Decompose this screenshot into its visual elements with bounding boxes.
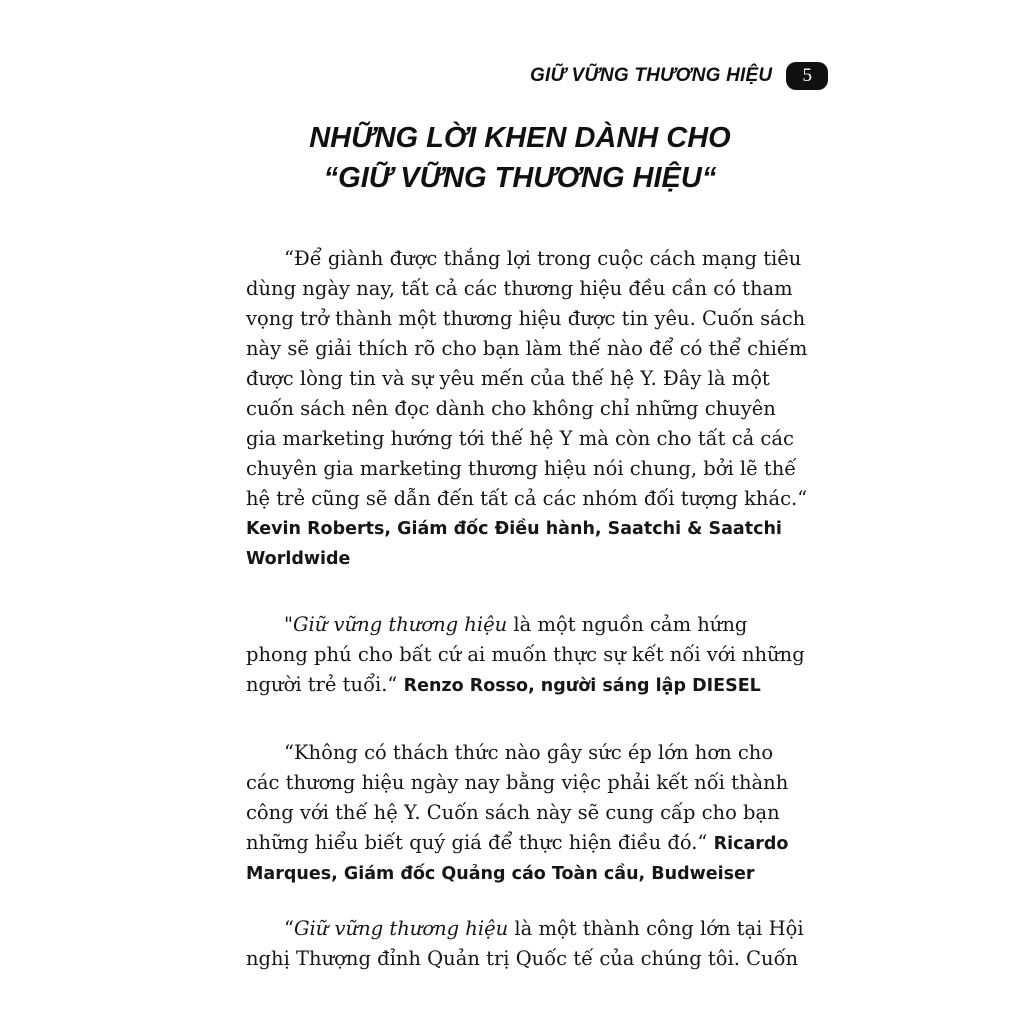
quote-line: công với thế hệ Y. Cuốn sách này sẽ cung cấp cho bạn [246,801,780,824]
running-header [530,62,828,90]
quote-text: là một nguồn cảm hứng [507,613,748,636]
quote-attribution: Ricardo [713,834,789,854]
quote-line: “Để giành được thắng lợi trong cuộc cách mạng tiêu [284,247,802,270]
quote-attribution: Renzo Rosso, người sáng lập DIESEL [403,676,761,696]
quote-attribution: Kevin Roberts, Giám đốc Điều hành, Saatchi & Saatchi [246,519,782,539]
quote-line: chuyên gia marketing thương hiệu nói chung, bởi lẽ thế [246,457,797,480]
quote-text: là một thành công lớn tại Hội [508,917,804,940]
book-title-italic: Giữ vững thương hiệu [293,917,509,940]
quote-attribution: Marques, Giám đốc Quảng cáo Toàn cầu, Budweiser [246,864,755,884]
quote-line: dùng ngày nay, tất cả các thương hiệu đều cần có tham [246,277,793,300]
quote-line [246,670,806,701]
quote-line: vọng trở thành một thương hiệu được tin yêu. Cuốn sách [246,307,806,330]
quote-line [246,828,806,859]
quote-line: cuốn sách nên đọc dành cho không chỉ những chuyên [246,397,776,420]
quote-line: “Không có thách thức nào gây sức ép lớn hơn cho [284,741,774,764]
quote-line: hệ trẻ cũng sẽ dẫn đến tất cả các nhóm đối tượng khác.“ [246,487,808,510]
quote-line: phong phú cho bất cứ ai muốn thực sự kết nối với những [246,643,805,666]
quote-line: gia marketing hướng tới thế hệ Y mà còn cho tất cả các [246,427,794,450]
quote-text: người trẻ tuổi.“ [246,673,404,696]
page-title [250,118,790,198]
testimonial-summit [246,914,806,974]
book-title-italic: Giữ vững thương hiệu [292,613,508,636]
quote-open-mark: “ [284,917,294,940]
page-number: 5 [786,62,828,90]
quote-line: nghị Thượng đỉnh Quản trị Quốc tế của chúng tôi. Cuốn [246,947,799,970]
quote-line: các thương hiệu ngày nay bằng việc phải kết nối thành [246,771,789,794]
testimonial-renzo-rosso [246,610,806,701]
testimonial-ricardo-marques [246,738,806,889]
page-title-line-2: “GIỮ VỮNG THƯƠNG HIỆU“ [323,162,717,194]
testimonial-kevin-roberts [246,244,806,574]
running-title: GIỮ VỮNG THƯƠNG HIỆU [530,65,773,86]
page-title-line-1: NHỮNG LỜI KHEN DÀNH CHO [309,122,731,154]
quote-attribution: Worldwide [246,549,351,569]
quote-line: này sẽ giải thích rõ cho bạn làm thế nào để có thể chiếm [246,337,808,360]
quote-open-mark: " [284,613,293,636]
quote-line [246,610,806,640]
quote-text: những hiểu biết quý giá để thực hiện điều đó.“ [246,831,714,854]
quote-line: được lòng tin và sự yêu mến của thế hệ Y. Đây là một [246,367,770,390]
quote-line [246,914,806,944]
